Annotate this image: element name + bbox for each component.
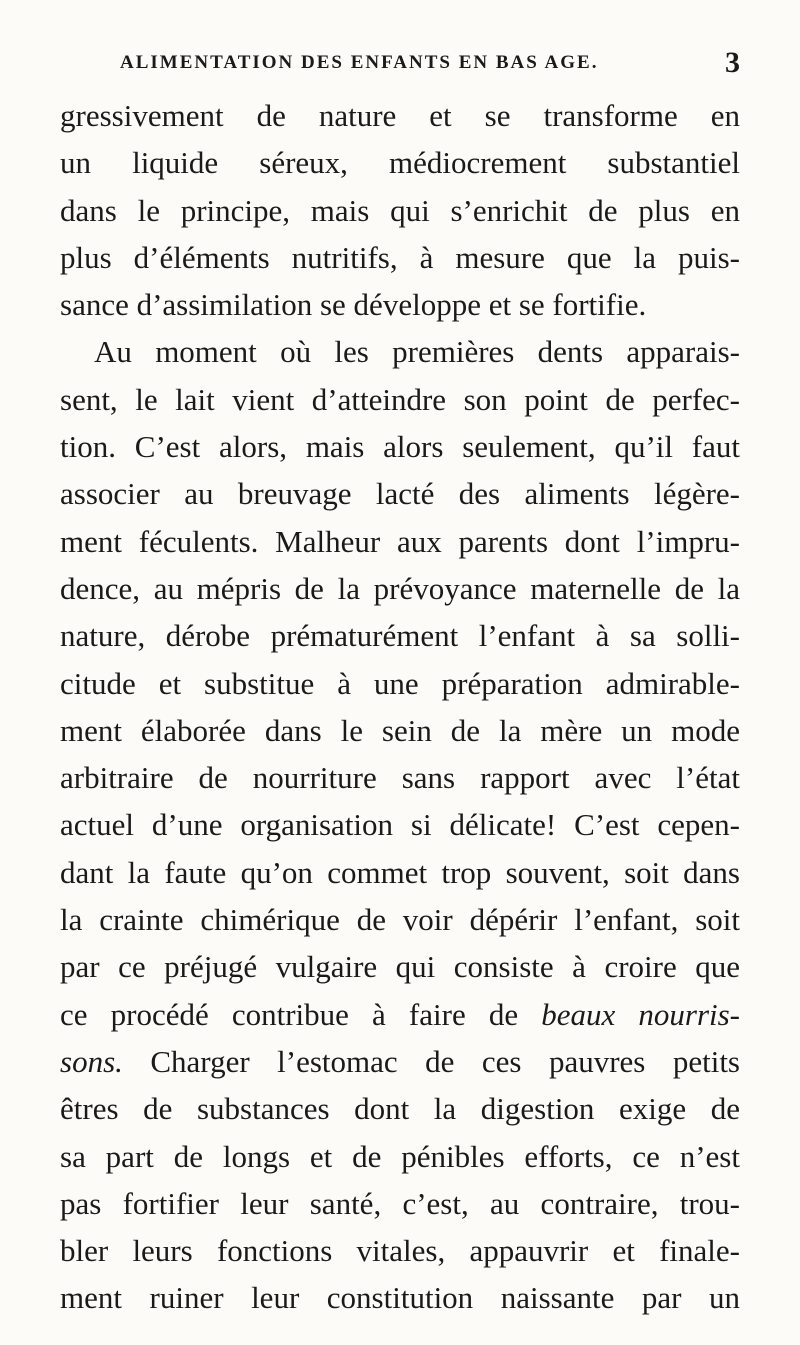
text-line: [60, 991, 740, 1038]
text-line: ment ruiner leur constitution naissante par un: [60, 1280, 740, 1316]
text-line: sance d’assimilation se développe et se fortifie.: [60, 287, 647, 323]
text-line: dans le principe, mais qui s’enrichit de plus en: [60, 192, 740, 228]
italic-text: beaux nourris-: [541, 996, 741, 1032]
body-text: [60, 92, 740, 1322]
text-line: êtres de substances dont la digestion exige de: [60, 1091, 740, 1127]
text-line: tion. C’est alors, mais alors seulement, qu’il faut: [60, 429, 740, 465]
text-line: sent, le lait vient d’atteindre son point de perfec-: [60, 381, 740, 417]
text-line: sa part de longs et de pénibles efforts, ce n’est: [60, 1138, 740, 1174]
text-line: citude et substitue à une préparation admirable-: [60, 665, 740, 701]
text-line: dant la faute qu’on commet trop souvent, soit dans: [60, 854, 740, 890]
text-line: un liquide séreux, médiocrement substantiel: [60, 145, 740, 181]
text-segment: Charger l’estomac de ces pauvres petits: [122, 1043, 740, 1079]
text-line: bler leurs fonctions vitales, appauvrir et finale-: [60, 1233, 740, 1269]
text-line: Au moment où les premières dents apparais-: [94, 334, 740, 370]
text-line: arbitraire de nourriture sans rapport avec l’état: [60, 760, 740, 796]
text-line: nature, dérobe prématurément l’enfant à sa solli-: [60, 618, 740, 654]
text-line: la crainte chimérique de voir dépérir l’enfant, soit: [60, 902, 740, 938]
text-line: gressivement de nature et se transforme en: [60, 98, 740, 133]
text-line: plus d’éléments nutritifs, à mesure que la puis-: [60, 239, 740, 275]
text-line: dence, au mépris de la prévoyance maternelle de la: [60, 570, 740, 606]
text-line: ment élaborée dans le sein de la mère un mode: [60, 712, 740, 748]
text-line: pas fortifier leur santé, c’est, au contraire, trou-: [60, 1185, 740, 1221]
page-number: 3: [725, 46, 740, 79]
text-line: par ce préjugé vulgaire qui consiste à croire que: [60, 949, 740, 985]
text-line: associer au breuvage lacté des aliments légère-: [60, 476, 740, 512]
italic-text: sons.: [60, 1043, 123, 1079]
running-head: [60, 48, 740, 78]
running-title: ALIMENTATION DES ENFANTS EN BAS AGE.: [120, 52, 599, 73]
text-line: [60, 1038, 740, 1085]
text-line: actuel d’une organisation si délicate! C’est cepen-: [60, 807, 740, 843]
text-segment: ce procédé contribue à faire de: [60, 996, 542, 1032]
text-line: ment féculents. Malheur aux parents dont l’impru-: [60, 523, 740, 559]
